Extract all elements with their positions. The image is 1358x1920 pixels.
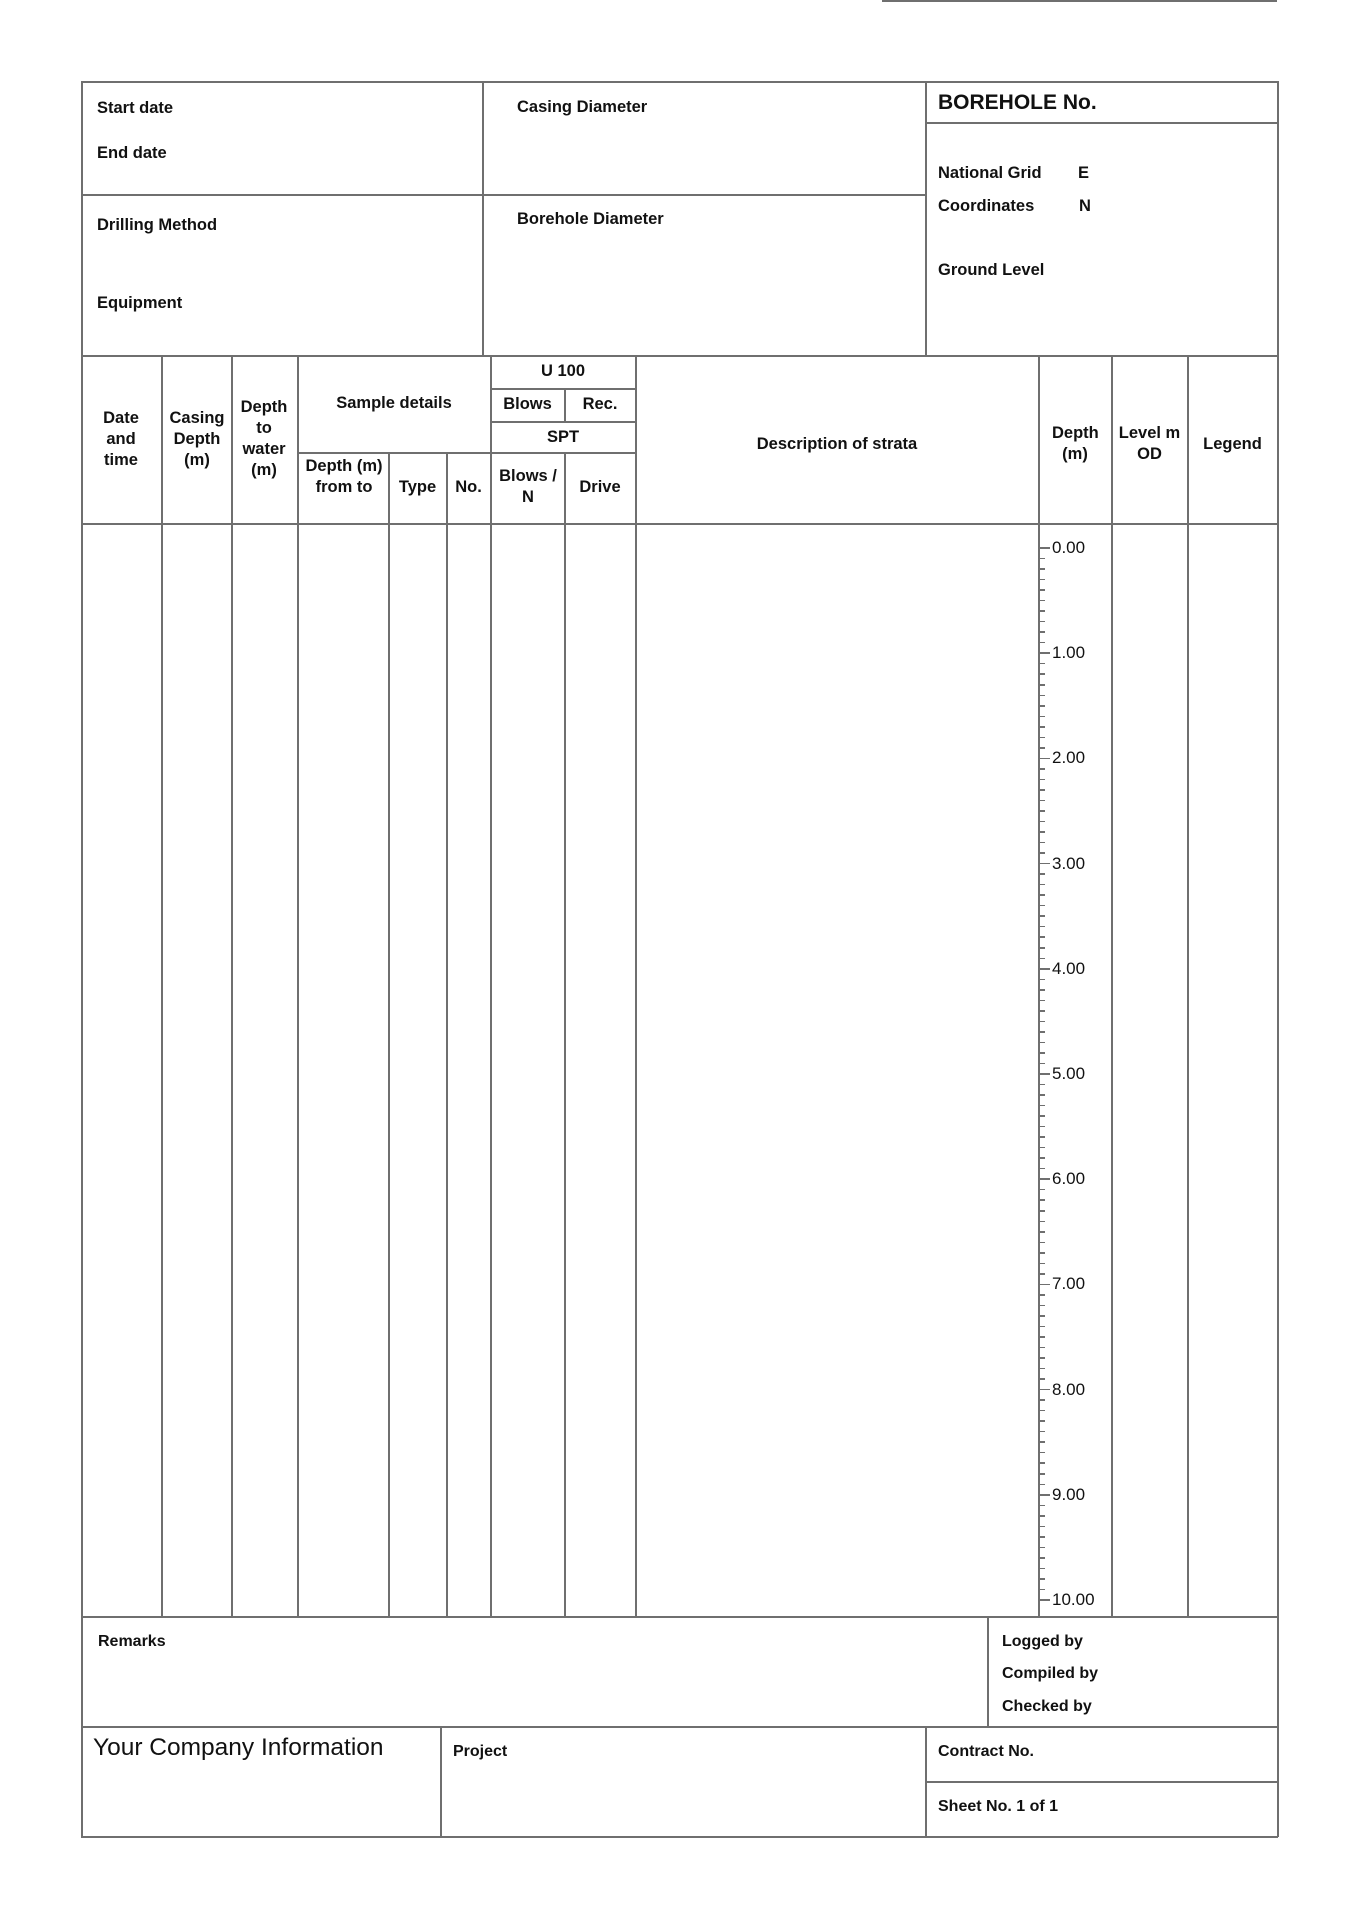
major-tick	[1038, 758, 1050, 760]
minor-tick	[1038, 915, 1045, 917]
depth-scale-label: 6.00	[1052, 1169, 1086, 1189]
depth-scale-label: 3.00	[1052, 853, 1086, 873]
sample-details-sub-line	[297, 452, 635, 454]
minor-tick	[1038, 1315, 1045, 1317]
minor-tick	[1038, 1431, 1045, 1433]
remarks-bottom	[81, 1726, 1278, 1728]
col-header-casing-depth: Casing Depth (m)	[169, 409, 225, 469]
depth-to-water-column-cells[interactable]	[233, 525, 296, 1615]
frame-top	[81, 81, 1278, 83]
minor-tick	[1038, 1105, 1045, 1107]
spt-blows-column-cells[interactable]	[492, 525, 563, 1615]
sample-no-column-cells[interactable]	[448, 525, 489, 1615]
minor-tick	[1038, 1378, 1045, 1380]
easting-field[interactable]	[1095, 160, 1270, 184]
minor-tick	[1038, 1326, 1045, 1328]
project-label: Project	[453, 1743, 508, 1760]
level-column-cells[interactable]	[1113, 525, 1186, 1615]
minor-tick	[1038, 1526, 1045, 1528]
northing-field[interactable]	[1095, 193, 1270, 217]
casing-diameter-field[interactable]	[495, 125, 915, 185]
minor-tick	[1038, 800, 1045, 802]
minor-tick	[1038, 1547, 1045, 1549]
minor-tick	[1038, 589, 1045, 591]
minor-tick	[1038, 1136, 1045, 1138]
col-header-spt-drive: Drive	[579, 478, 621, 496]
minor-tick	[1038, 747, 1045, 749]
depth-scale-label: 4.00	[1052, 958, 1086, 978]
minor-tick	[1038, 1515, 1045, 1517]
minor-tick	[1038, 1294, 1045, 1296]
compiled-by-label: Compiled by	[1002, 1665, 1099, 1682]
minor-tick	[1038, 1242, 1045, 1244]
depth-scale-label: 2.00	[1052, 748, 1086, 768]
minor-tick	[1038, 568, 1045, 570]
borehole-no-label: BOREHOLE No.	[938, 91, 1097, 114]
logged-by-field[interactable]	[1105, 1630, 1270, 1652]
col-header-u100-blows: Blows	[503, 395, 552, 413]
minor-tick	[1038, 1010, 1045, 1012]
major-tick	[1038, 1178, 1050, 1180]
equipment-field[interactable]	[97, 318, 467, 348]
minor-tick	[1038, 726, 1045, 728]
minor-tick	[1038, 1484, 1045, 1486]
spt-drive-column-cells[interactable]	[566, 525, 634, 1615]
minor-tick	[1038, 1410, 1045, 1412]
minor-tick	[1038, 705, 1045, 707]
casing-diameter-label: Casing Diameter	[517, 98, 648, 116]
end-date-label: End date	[97, 144, 167, 162]
minor-tick	[1038, 852, 1045, 854]
depth-scale-label: 5.00	[1052, 1064, 1086, 1083]
major-tick	[1038, 1599, 1050, 1601]
col-header-level: Level m OD	[1118, 424, 1181, 463]
minor-tick	[1038, 1189, 1045, 1191]
sample-depth-column-cells[interactable]	[299, 525, 387, 1615]
ground-level-label: Ground Level	[938, 261, 1045, 279]
header-bottom	[81, 355, 1278, 357]
depth-scale-label: 9.00	[1052, 1484, 1086, 1504]
company-info: Your Company Information	[93, 1734, 384, 1761]
minor-tick	[1038, 642, 1045, 644]
minor-tick	[1038, 810, 1045, 812]
minor-tick	[1038, 1084, 1045, 1086]
minor-tick	[1038, 1473, 1045, 1475]
major-tick	[1038, 1284, 1050, 1286]
minor-tick	[1038, 1157, 1045, 1159]
minor-tick	[1038, 1441, 1045, 1443]
minor-tick	[1038, 1231, 1045, 1233]
minor-tick	[1038, 905, 1045, 907]
minor-tick	[1038, 1094, 1045, 1096]
minor-tick	[1038, 1000, 1045, 1002]
depth-scale-label: 8.00	[1052, 1379, 1086, 1399]
col-header-u100: U 100	[540, 362, 586, 380]
minor-tick	[1038, 663, 1045, 665]
minor-tick	[1038, 1199, 1045, 1201]
col-header-spt-blows: Blows / N	[499, 467, 557, 506]
minor-tick	[1038, 1462, 1045, 1464]
minor-tick	[1038, 979, 1045, 981]
depth-scale	[1038, 538, 1111, 1609]
minor-tick	[1038, 695, 1045, 697]
minor-tick	[1038, 989, 1045, 991]
frame-bottom	[81, 1836, 1278, 1838]
minor-tick	[1038, 873, 1045, 875]
col-header-sample-details: Sample details	[336, 394, 452, 412]
minor-tick	[1038, 1031, 1045, 1033]
national-grid-label: National Grid	[938, 164, 1042, 182]
minor-tick	[1038, 1347, 1045, 1349]
project-field[interactable]	[453, 1768, 913, 1828]
major-tick	[1038, 1073, 1050, 1075]
northing-label: N	[1079, 197, 1091, 215]
minor-tick	[1038, 631, 1045, 633]
minor-tick	[1038, 1399, 1045, 1401]
borehole-no-field[interactable]	[1110, 86, 1270, 118]
minor-tick	[1038, 610, 1045, 612]
logged-by-label: Logged by	[1002, 1633, 1083, 1650]
checked-by-label: Checked by	[1002, 1698, 1092, 1715]
casing-depth-column-cells[interactable]	[163, 525, 230, 1615]
minor-tick	[1038, 958, 1045, 960]
minor-tick	[1038, 1336, 1045, 1338]
major-tick	[1038, 968, 1050, 970]
minor-tick	[1038, 1557, 1045, 1559]
depth-scale-label: 10.00	[1052, 1590, 1095, 1609]
minor-tick	[1038, 673, 1045, 675]
minor-tick	[1038, 1357, 1045, 1359]
drilling-method-field[interactable]	[97, 240, 467, 280]
remarks-field[interactable]	[95, 1655, 975, 1720]
minor-tick	[1038, 842, 1045, 844]
col-header-legend: Legend	[1203, 435, 1262, 453]
ground-level-field[interactable]	[1060, 257, 1270, 281]
end-date-field[interactable]	[200, 140, 470, 164]
minor-tick	[1038, 579, 1045, 581]
minor-tick	[1038, 1452, 1045, 1454]
u100-line	[490, 388, 635, 390]
minor-tick	[1038, 1021, 1045, 1023]
contract-sheet-divider	[925, 1781, 1278, 1783]
body-bottom	[81, 1616, 1278, 1618]
minor-tick	[1038, 1147, 1045, 1149]
start-date-label: Start date	[97, 99, 174, 117]
col-header-sample-depth: Depth (m) from to	[305, 457, 383, 496]
col-header-date-time: Date and time	[103, 409, 139, 469]
minor-tick	[1038, 947, 1045, 949]
minor-tick	[1038, 1210, 1045, 1212]
col-header-u100-rec: Rec.	[582, 395, 618, 413]
header-divider-1	[482, 81, 484, 355]
minor-tick	[1038, 1126, 1045, 1128]
minor-tick	[1038, 936, 1045, 938]
sample-type-column-cells[interactable]	[390, 525, 445, 1615]
checked-by-field[interactable]	[1110, 1695, 1270, 1717]
major-tick	[1038, 1389, 1050, 1391]
depth-scale-label: 1.00	[1052, 643, 1086, 663]
major-tick	[1038, 652, 1050, 654]
easting-label: E	[1078, 164, 1090, 182]
depth-scale-label: 7.00	[1052, 1274, 1086, 1294]
minor-tick	[1038, 1305, 1045, 1307]
header-row-divider	[81, 194, 926, 196]
drilling-method-label: Drilling Method	[97, 216, 218, 234]
col-header-sample-type: Type	[398, 478, 437, 496]
col-header-depth: Depth (m)	[1052, 424, 1099, 463]
minor-tick	[1038, 926, 1045, 928]
minor-tick	[1038, 1368, 1045, 1370]
remarks-label: Remarks	[98, 1633, 166, 1650]
minor-tick	[1038, 1252, 1045, 1254]
minor-tick	[1038, 1578, 1045, 1580]
minor-tick	[1038, 779, 1045, 781]
major-tick	[1038, 547, 1050, 549]
minor-tick	[1038, 1568, 1045, 1570]
company-project-divider	[440, 1726, 442, 1836]
legend-column-cells[interactable]	[1189, 525, 1276, 1615]
frame-right	[1277, 81, 1279, 1837]
equipment-label: Equipment	[97, 294, 183, 312]
minor-tick	[1038, 821, 1045, 823]
contract-no-label: Contract No.	[938, 1743, 1034, 1760]
description-column-cells[interactable]	[637, 525, 1037, 1615]
minor-tick	[1038, 558, 1045, 560]
minor-tick	[1038, 1263, 1045, 1265]
minor-tick	[1038, 1063, 1045, 1065]
minor-tick	[1038, 1115, 1045, 1117]
major-tick	[1038, 1494, 1050, 1496]
borehole-no-divider	[925, 122, 1278, 124]
major-tick	[1038, 863, 1050, 865]
minor-tick	[1038, 894, 1045, 896]
borehole-diameter-label: Borehole Diameter	[517, 210, 664, 228]
spt-line	[490, 421, 635, 423]
minor-tick	[1038, 716, 1045, 718]
col-header-depth-to-water: Depth to water (m)	[240, 398, 288, 479]
minor-tick	[1038, 831, 1045, 833]
compiled-by-field[interactable]	[1115, 1662, 1270, 1684]
minor-tick	[1038, 600, 1045, 602]
depth-scale-label: 0.00	[1052, 538, 1086, 557]
minor-tick	[1038, 1221, 1045, 1223]
minor-tick	[1038, 1273, 1045, 1275]
minor-tick	[1038, 789, 1045, 791]
minor-tick	[1038, 1420, 1045, 1422]
signoff-divider	[987, 1616, 989, 1726]
minor-tick	[1038, 768, 1045, 770]
minor-tick	[1038, 1168, 1045, 1170]
minor-tick	[1038, 884, 1045, 886]
minor-tick	[1038, 737, 1045, 739]
minor-tick	[1038, 621, 1045, 623]
minor-tick	[1038, 1042, 1045, 1044]
date-time-column-cells[interactable]	[83, 525, 160, 1615]
minor-tick	[1038, 684, 1045, 686]
minor-tick	[1038, 1589, 1045, 1591]
contract-no-field[interactable]	[1055, 1738, 1270, 1764]
coordinates-label: Coordinates	[938, 197, 1035, 215]
minor-tick	[1038, 1505, 1045, 1507]
col-header-description: Description of strata	[756, 435, 918, 453]
sheet-no-label: Sheet No. 1 of 1	[938, 1798, 1059, 1815]
page-top-rule	[882, 0, 1277, 2]
start-date-field[interactable]	[200, 95, 470, 119]
borehole-diameter-field[interactable]	[495, 235, 915, 345]
minor-tick	[1038, 1536, 1045, 1538]
col-header-spt: SPT	[546, 428, 580, 446]
minor-tick	[1038, 1052, 1045, 1054]
col-header-sample-no: No.	[455, 478, 482, 496]
